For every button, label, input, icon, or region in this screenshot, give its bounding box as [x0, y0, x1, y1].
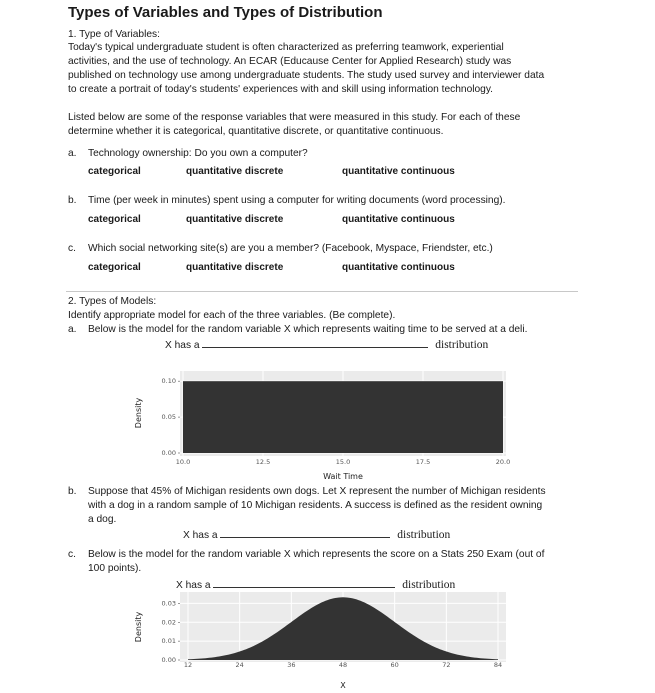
question-letter: c.: [68, 243, 76, 254]
option-continuous[interactable]: quantitative continuous: [342, 166, 455, 177]
distribution-label: distribution: [435, 339, 489, 351]
answer-line-a: [165, 338, 505, 353]
part1-instructions: [68, 111, 583, 139]
intro-line: Today's typical undergraduate student is often characterized as preferring teamwork, experiential: [68, 42, 504, 53]
y-tick-label: 0.02: [161, 618, 176, 627]
xhas-label: X has a: [176, 580, 211, 591]
x-tick-label: 84: [493, 661, 503, 669]
part2-heading: 2. Types of Models:: [68, 296, 157, 307]
option-continuous[interactable]: quantitative continuous: [342, 214, 455, 225]
y-tick-label: 0.03: [161, 599, 176, 608]
x-axis-label: Wait Time: [323, 472, 363, 481]
instruction-line: Listed below are some of the response variables that were measured in this study. For each of these: [68, 112, 521, 123]
instruction-line: determine whether it is categorical, quantitative discrete, or quantitative continuous.: [68, 126, 444, 137]
y-tick-label: 0.00: [161, 449, 176, 457]
y-axis-label: Density: [134, 611, 143, 643]
x-tick-label: 60: [390, 661, 399, 669]
y-tick-labels: [162, 599, 180, 664]
question-text: Which social networking site(s) are you a member? (Facebook, Myspace, Friendster, etc.): [88, 243, 493, 254]
option-discrete[interactable]: quantitative discrete: [186, 214, 284, 225]
uniform-density-area: [183, 381, 503, 453]
distribution-label: distribution: [402, 579, 456, 591]
x-tick-label: 20.0: [495, 458, 510, 466]
y-axis-label: Density: [134, 397, 143, 429]
answer-blank-a[interactable]: [202, 338, 428, 348]
answer-blank-c[interactable]: [213, 578, 395, 588]
part1-heading: 1. Type of Variables:: [68, 29, 160, 40]
x-tick-label: 24: [235, 661, 244, 669]
section-divider: [66, 291, 578, 292]
question-text: [88, 485, 583, 527]
part2-intro: Identify appropriate model for each of the three variables. (Be complete).: [68, 310, 396, 321]
question-text: Below is the model for the random variable X which represents waiting time to be served at a deli.: [88, 324, 528, 335]
y-tick-label: 0.00: [161, 656, 176, 664]
page-title: Types of Variables and Types of Distribution: [68, 4, 383, 21]
xhas-label: X has a: [165, 340, 200, 351]
question-letter: c.: [68, 549, 76, 560]
option-discrete[interactable]: quantitative discrete: [186, 166, 284, 177]
question-text: Time (per week in minutes) spent using a computer for writing documents (word processing).: [88, 195, 506, 206]
question-line: Below is the model for the random variable X which represents the score on a Stats 250 Exam (out of: [88, 549, 545, 560]
question-line: 100 points).: [88, 563, 142, 574]
x-tick-label: 12: [183, 661, 193, 669]
answer-line-b: [183, 528, 503, 543]
x-tick-label: 36: [287, 661, 296, 669]
y-tick-label: 0.10: [161, 377, 176, 386]
question-text: Technology ownership: Do you own a computer?: [88, 148, 308, 159]
normal-chart: [125, 589, 510, 693]
question-line: with a dog in a random sample of 10 Michigan residents. A success is defined as the resident owning: [88, 500, 543, 511]
question-letter: a.: [68, 148, 77, 159]
option-continuous[interactable]: quantitative continuous: [342, 262, 455, 273]
part1-intro: [68, 41, 583, 97]
question-line: a dog.: [88, 514, 117, 525]
intro-line: published on technology use among undergraduate students. The study used survey and interviewer data: [68, 70, 545, 81]
y-tick-labels: [162, 377, 180, 457]
x-tick-labels: [176, 458, 510, 466]
intro-line: activities, and the use of technology. An ECAR (Educause Center for Applied Research) study was: [68, 56, 512, 67]
x-tick-label: 15.0: [335, 458, 351, 466]
answer-blank-b[interactable]: [220, 528, 390, 538]
option-categorical[interactable]: categorical: [88, 214, 141, 225]
distribution-label: distribution: [397, 529, 451, 541]
y-tick-label: 0.05: [161, 413, 176, 422]
x-axis-label: X: [340, 681, 346, 690]
option-discrete[interactable]: quantitative discrete: [186, 262, 284, 273]
y-tick-label: 0.01: [161, 637, 176, 646]
intro-line: to create a portrait of today's students' experiences with and skill using information technology.: [68, 84, 494, 95]
x-tick-label: 10.0: [175, 458, 191, 466]
x-tick-label: 17.5: [415, 458, 431, 466]
question-line: Suppose that 45% of Michigan residents own dogs. Let X represent the number of Michigan residents: [88, 486, 546, 497]
question-letter: b.: [68, 195, 77, 206]
xhas-label: X has a: [183, 530, 218, 541]
question-text: [88, 548, 583, 576]
x-tick-labels: [184, 661, 502, 669]
uniform-chart: [125, 366, 510, 486]
x-tick-label: 12.5: [255, 458, 271, 466]
option-categorical[interactable]: categorical: [88, 166, 141, 177]
x-tick-label: 48: [338, 661, 348, 669]
question-letter: a.: [68, 324, 77, 335]
question-letter: b.: [68, 486, 77, 497]
x-tick-label: 72: [442, 661, 451, 669]
option-categorical[interactable]: categorical: [88, 262, 141, 273]
